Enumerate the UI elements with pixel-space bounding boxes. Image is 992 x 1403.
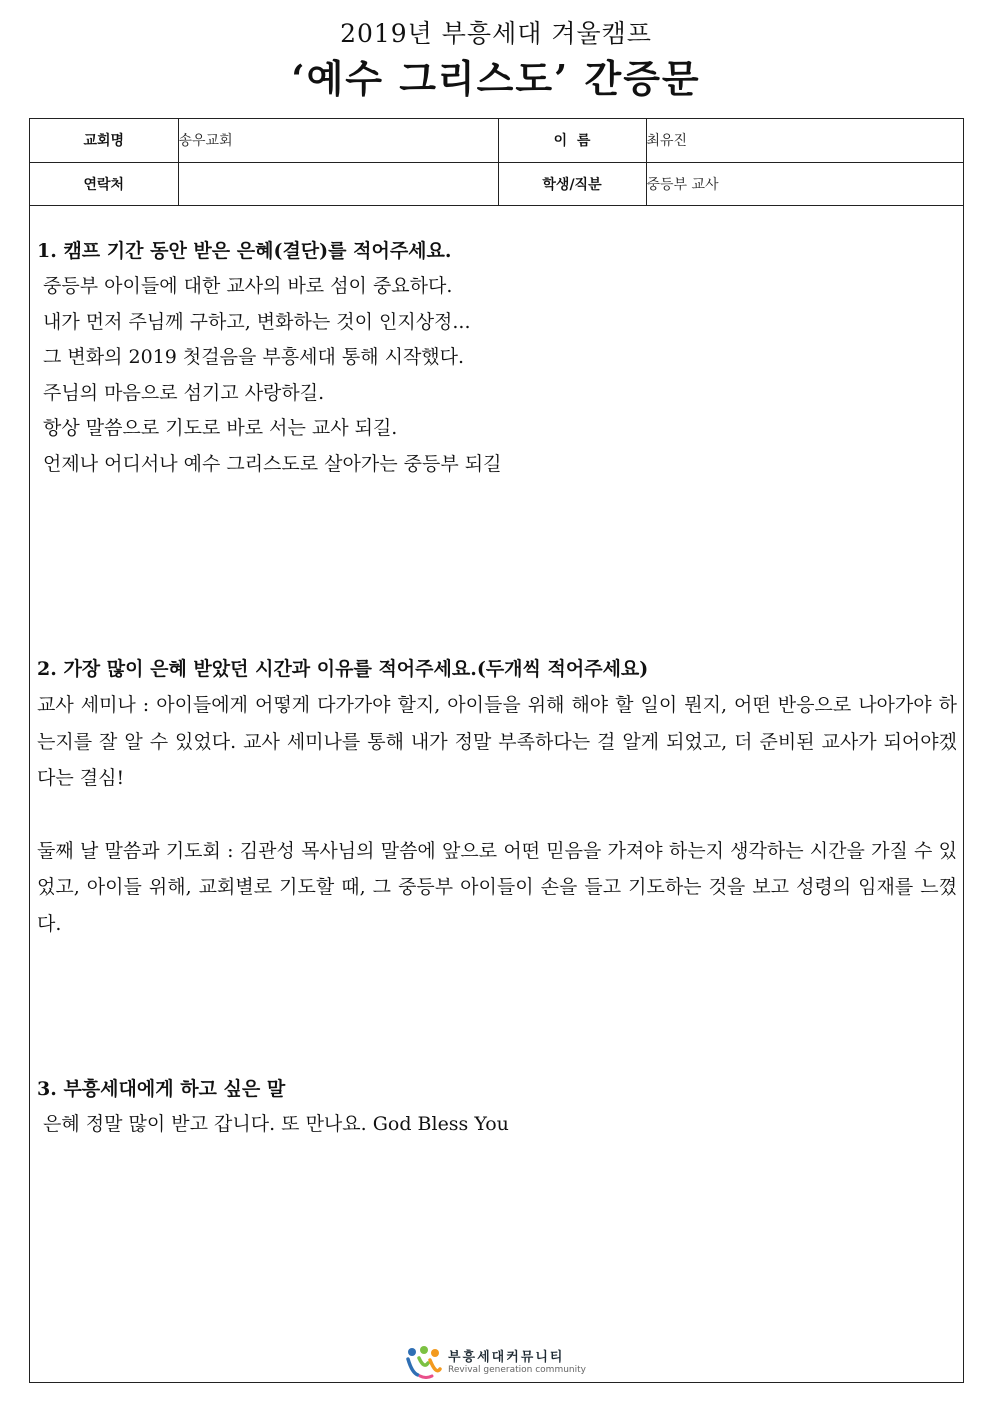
- question-2: 2. 가장 많이 은혜 받았던 시간과 이유를 적어주세요.(두개씩 적어주세요): [37, 658, 649, 680]
- community-logo: [406, 1343, 606, 1383]
- form-subtitle: 2019년 부흥세대 겨울캠프: [340, 19, 652, 48]
- info-row: [30, 119, 963, 162]
- answer-line: 그 변화의 2019 첫걸음을 부흥세대 통해 시작했다.: [37, 346, 465, 368]
- role-label: 학생/직분: [498, 162, 646, 205]
- info-row: [30, 162, 963, 205]
- answer-line: 내가 먼저 주님께 구하고, 변화하는 것이 인지상정...: [37, 310, 471, 333]
- answer-line: 주님의 마음으로 섬기고 사랑하길.: [37, 381, 325, 404]
- church-label: 교회명: [30, 119, 178, 162]
- answer-line: 언제나 어디서나 예수 그리스도로 살아가는 중등부 되길: [37, 452, 502, 475]
- answer-1: [37, 269, 957, 482]
- logo-tagline: Revival generation community: [448, 1365, 586, 1375]
- section-2: [37, 651, 957, 942]
- church-value: 송우교회: [178, 119, 498, 162]
- name-label: 이 름: [498, 119, 646, 162]
- answer-3: 은혜 정말 많이 받고 갑니다. 또 만나요. God Bless You: [37, 1113, 509, 1135]
- role-value: 중등부 교사: [646, 162, 963, 205]
- section-1: [37, 233, 957, 482]
- answer-area: [30, 209, 963, 1379]
- section-3: [37, 1071, 957, 1143]
- name-value: 최유진: [646, 119, 963, 162]
- form-title: ‘예수 그리스도’ 간증문: [291, 56, 701, 101]
- answer-line: 항상 말씀으로 기도로 바로 서는 교사 되길.: [37, 417, 398, 439]
- revival-generation-logo-icon: [406, 1345, 442, 1379]
- answer-line: 중등부 아이들에 대한 교사의 바로 섬이 중요하다.: [37, 275, 453, 297]
- logo-name: 부흥세대커뮤니티: [448, 1350, 565, 1365]
- contact-label: 연락처: [30, 162, 178, 205]
- question-1: 1. 캠프 기간 동안 받은 은혜(결단)를 적어주세요.: [37, 240, 452, 262]
- question-3: 3. 부흥세대에게 하고 싶은 말: [37, 1078, 286, 1100]
- answer-2a: 교사 세미나 : 아이들에게 어떻게 다가가야 할지, 아이들을 위해 해야 할 일이 뭔지, 어떤 반응으로 나아가야 하는지를 잘 알 수 있었다. 교사 세미나를 통해 내가 정말 부족하다는 걸 알게 되었고, 더 준비된 교사가 되어야겠다는 결심!: [37, 694, 957, 789]
- info-table: [30, 119, 963, 206]
- form-frame: [29, 118, 964, 1383]
- answer-2b: 둘째 날 말씀과 기도회 : 김관성 목사님의 말씀에 앞으로 어떤 믿음을 가져야 하는지 생각하는 시간을 가질 수 있었고, 아이들 위해, 교회별로 기도할 때, 그 중등부 아이들이 손을 들고 기도하는 것을 보고 성령의 임재를 느꼈다.: [37, 839, 957, 935]
- contact-value: [178, 162, 498, 205]
